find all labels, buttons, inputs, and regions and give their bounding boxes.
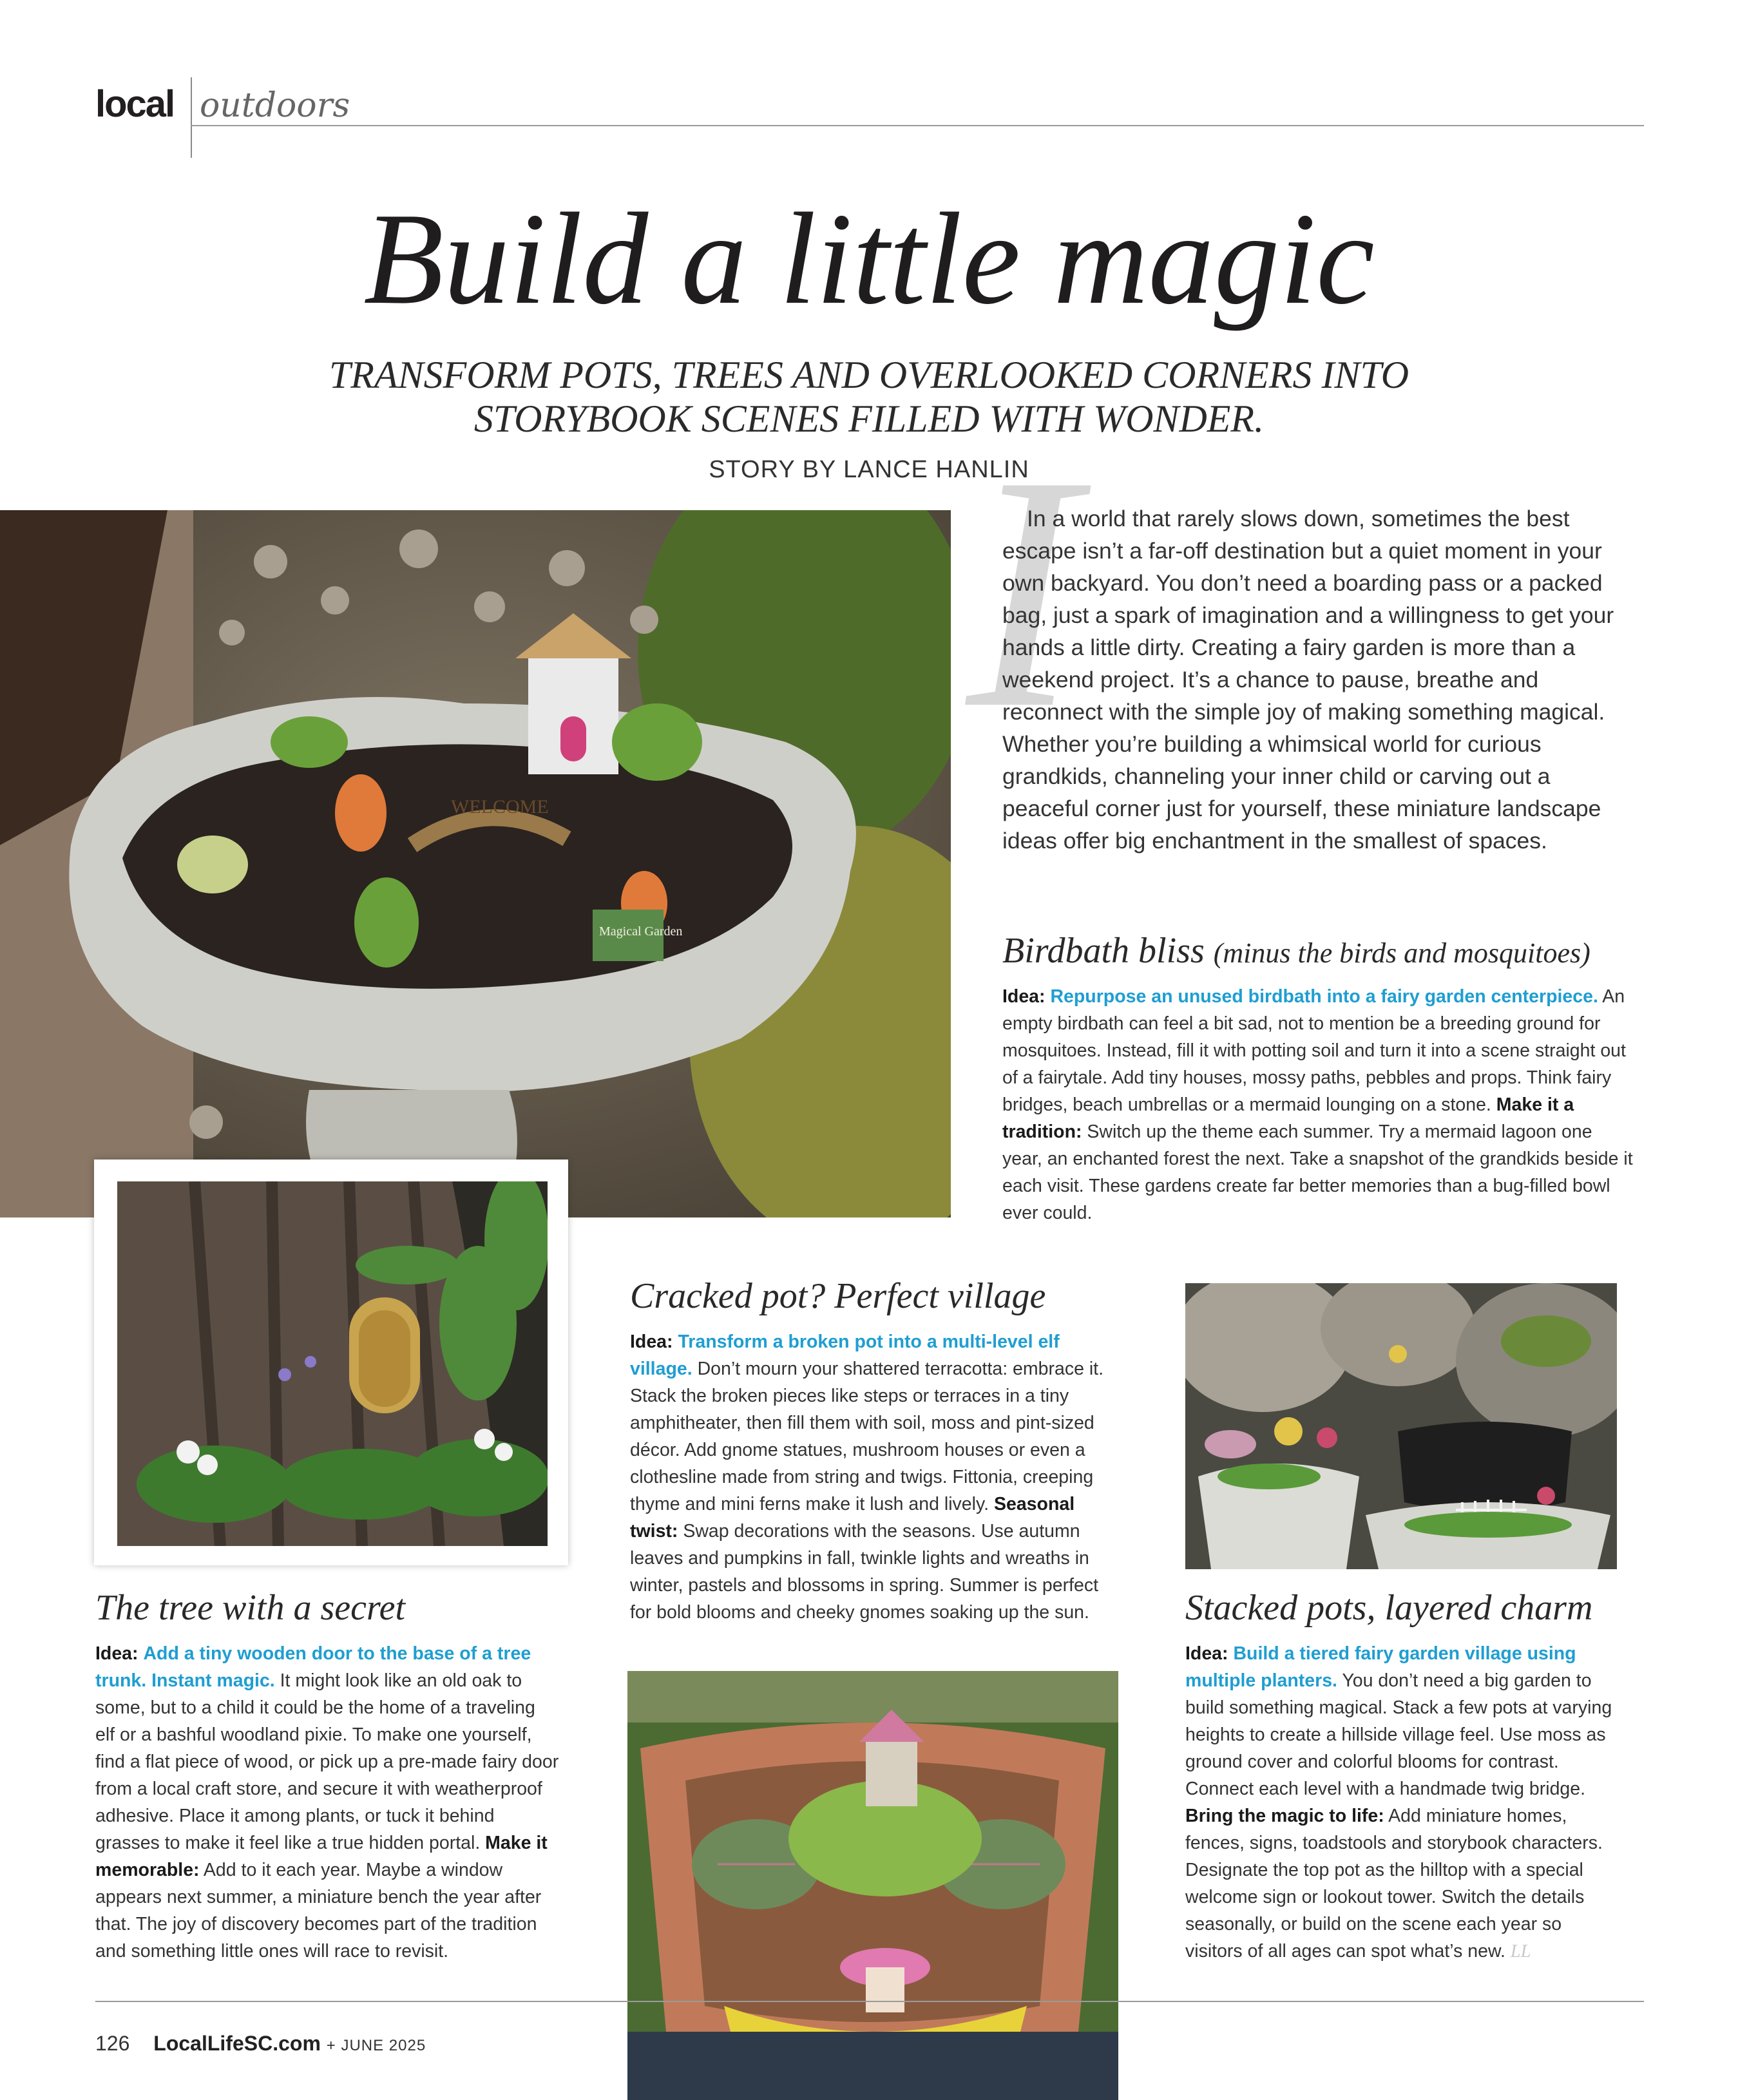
issue-date: + JUNE 2025 <box>326 2037 426 2054</box>
tree-heading: The tree with a secret <box>95 1588 406 1628</box>
pot-idea: Transform a broken pot into a multi-level elf village. <box>630 1332 1060 1379</box>
pot-body <box>630 1328 1107 1626</box>
stacked-pots-photo <box>1185 1283 1617 1569</box>
idea-label: Idea: <box>95 1643 138 1664</box>
deck-line-2: STORYBOOK SCENES FILLED WITH WONDER. <box>473 397 1265 440</box>
site-name: LocalLifeSC.com <box>153 2032 321 2055</box>
stacked-idea: Build a tiered fairy garden village using multiple planters. <box>1185 1643 1576 1691</box>
subsection-label: outdoors <box>200 86 350 125</box>
idea-label: Idea: <box>1185 1643 1228 1664</box>
pot-tip-label: Seasonal twist: <box>630 1494 1075 1542</box>
tree-body <box>95 1640 559 1965</box>
drop-cap-decoration: I <box>966 407 1078 778</box>
stacked-heading: Stacked pots, layered charm <box>1185 1588 1593 1628</box>
birdbath-text: An empty birdbath can feel a bit sad, not to mention be a breeding ground for mosquitoes. Instead, fill it with potting soil and turn it into a scene straight out of a fairytale. Add tiny houses, mossy paths, pebbles and props. Think fairy bridges, beach umbrellas or a mermaid lounging on a stone. <box>1002 986 1626 1115</box>
birdbath-tip-label: Make it a tradition: <box>1002 1094 1574 1142</box>
pot-heading: Cracked pot? Perfect village <box>630 1276 1046 1316</box>
tree-door-photo <box>117 1181 548 1546</box>
welcome-sign-text: WELCOME <box>451 796 549 817</box>
birdbath-body <box>1002 983 1634 1227</box>
stacked-text: You don’t need a big garden to build something magical. Stack a few pots at varying heights to create a hillside village feel. Use moss as ground cover and colorful blooms for contrast. Connect each level with a handmade twig bridge. <box>1185 1670 1612 1799</box>
tree-tip-label: Make it memorable: <box>95 1833 548 1880</box>
byline: STORY BY LANCE HANLIN <box>709 456 1029 483</box>
tree-text: It might look like an old oak to some, but to a child it could be the home of a traveling elf or a bashful woodland pixie. To make one yourself, find a flat piece of wood, or pick up a pre-made fairy door from a local craft store, and secure it with weatherproof adhesive. Place it among plants, or tuck it behind grasses to make it feel like a true hidden portal. <box>95 1670 559 1853</box>
top-rule <box>191 125 1644 126</box>
deck <box>129 353 1609 441</box>
birdbath-photo <box>0 510 951 1217</box>
end-mark: LL <box>1510 1942 1531 1962</box>
birdbath-title: Birdbath bliss <box>1002 931 1205 971</box>
idea-label: Idea: <box>630 1332 673 1352</box>
intro-paragraph: In a world that rarely slows down, sometimes the best escape isn’t a far-off destination but a quiet moment in your own backyard. You don’t need a boarding pass or a packed bag, just a spark of imagination and a willingness to get your hands a little dirty. Creating a fairy garden is more than a weekend project. It’s a chance to pause, breathe and reconnect with the simple joy of making something magical. Whether you’re building a whimsical world for curious grandkids, channeling your inner child or carving out a peaceful corner just for yourself, these miniature landscape ideas offer big enchantment in the smallest of spaces. <box>1002 506 1614 854</box>
stacked-tip: Add miniature homes, fences, signs, toadstools and storybook characters. Designate the top pot as the hilltop with a special welcome sign or lookout tower. Switch the details seasonally, or build on the scene each year so visitors of all ages can spot what’s new. <box>1185 1806 1603 1962</box>
cracked-pot-photo <box>627 1671 1118 2100</box>
deck-line-1: TRANSFORM POTS, TREES AND OVERLOOKED CORNERS INTO <box>329 354 1409 396</box>
birdbath-tip: Switch up the theme each summer. Try a mermaid lagoon one year, an enchanted forest the next. Take a snapshot of the grandkids beside it each visit. These gardens create far better memories than a bug-filled bowl ever could. <box>1002 1122 1633 1223</box>
stacked-tip-label: Bring the magic to life: <box>1185 1806 1384 1826</box>
idea-label: Idea: <box>1002 986 1046 1007</box>
tree-idea: Add a tiny wooden door to the base of a tree trunk. Instant magic. <box>95 1643 531 1691</box>
magical-garden-sign-text: Magical Garden <box>599 924 683 939</box>
headline: Build a little magic <box>363 186 1375 332</box>
bottom-rule <box>95 2001 1644 2002</box>
birdbath-subtitle: (minus the birds and mosquitoes) <box>1213 937 1590 969</box>
section-divider <box>191 77 192 158</box>
stacked-body <box>1185 1640 1623 1965</box>
folio <box>95 2032 426 2056</box>
pot-tip: Swap decorations with the seasons. Use autumn leaves and pumpkins in fall, twinkle lights and wreaths in winter, pastels and blossoms in spring. Summer is perfect for bold blooms and cheeky gnomes soaking up the sun. <box>630 1521 1099 1623</box>
pot-text: Don’t mourn your shattered terracotta: embrace it. Stack the broken pieces like steps or terraces in a tiny amphitheater, then fill them with soil, moss and pint-sized décor. Add gnome statues, mushroom houses or even a clothesline made from string and twigs. Fittonia, creeping thyme and mini ferns make it lush and lively. <box>630 1359 1104 1514</box>
tree-tip: Add to it each year. Maybe a window appears next summer, a miniature bench the year after that. The joy of discovery becomes part of the tradition and something little ones will race to revisit. <box>95 1860 542 1962</box>
birdbath-idea: Repurpose an unused birdbath into a fairy garden centerpiece. <box>1050 986 1598 1007</box>
page-number: 126 <box>95 2032 130 2055</box>
birdbath-heading <box>1002 931 1590 971</box>
section-label: local <box>95 83 175 125</box>
intro-text <box>1002 502 1621 857</box>
